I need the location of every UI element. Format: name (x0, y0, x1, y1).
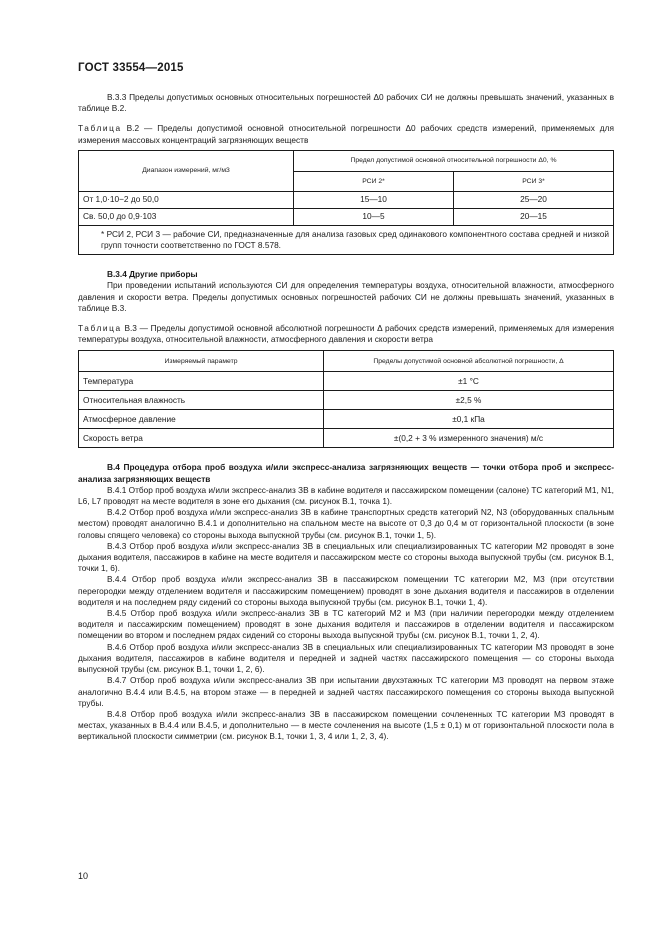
table-cell: 15—10 (294, 191, 454, 208)
table-b2 (78, 150, 614, 255)
paragraph-b43: В.4.3 Отбор проб воздуха и/или экспресс-анализ ЗВ в специальных или специализированных ТС категории М2 проводят в зоне дыхания водителя, пассажиров в кабине на месте водителя и пассажирском месте со стороны выхода выпускной трубы (см. рисунок В.1, точки 1, 6). (78, 540, 614, 574)
page-number: 10 (78, 871, 89, 881)
table-row (79, 410, 614, 429)
table-b3-caption-text: В.3 — Пределы допустимой основной абсолютной погрешности Δ рабочих средств измерений, применяемых для измерения температуры воздуха, относительной влажности, атмосферного давления и скорости ветра (78, 323, 614, 345)
paragraph-b45: В.4.5 Отбор проб воздуха и/или экспресс-анализ ЗВ в ТС категорий М2 и М3 (при наличии перегородки между отделением водителя и пассажирским помещением) проводят в зоне дыхания водителя и пассажиров в отделении водителя и пассажирском помещении во втором и последнем рядах сидений со стороны выхода выпускной трубы (см. рисунок В.1, точки 1, 2, 4). (78, 608, 614, 641)
table-cell: Св. 50,0 до 0,9·103 (79, 208, 294, 225)
table-cell: 25—20 (453, 191, 613, 208)
table-b2-footnote: * РСИ 2, РСИ 3 — рабочие СИ, предназначенные для анализа газовых сред одинакового компонентного состава средней и низкой групп точности соответственно по ГОСТ 8.578. (79, 225, 614, 254)
paragraph-b48: В.4.8 Отбор проб воздуха и/или экспресс-анализ ЗВ в пассажирском помещении сочлененных ТС категории М3 проводят в местах, указанных в В.4.4 или В.4.5, и дополнительно — в месте сочленения на высоте (1,5 ± 0,1) м от горизонтальной плоскости пола в вертикальной плоскости симметрии (см. рисунок В.1, точки 1, 3, 4 или 1, 2, 3, 4). (78, 708, 614, 742)
document-body (78, 92, 614, 743)
paragraph-b47: В.4.7 Отбор проб воздуха и/или экспресс-анализ ЗВ при испытании двухэтажных ТС категории М3 проводят на первом этаже аналогично В.4.4 или В.4.5, на втором этаже — в передней и задней частях пассажирского помещения со стороны выхода выпускной трубы. (78, 675, 614, 708)
table-cell: Температура (79, 372, 324, 391)
table-b3-caption (78, 323, 614, 345)
table-cell: ±1 °С (324, 372, 614, 391)
table-b2-caption-text: В.2 — Пределы допустимой основной относительной погрешности Δ0 рабочих средств измерений, применяемых для измерения массовых концентраций загрязняющих веществ (78, 123, 614, 145)
paragraph-b44: В.4.4 Отбор проб воздуха и/или экспресс-анализ ЗВ в пассажирском помещении ТС категории М2, М3 (при отсутствии перегородки между отделением водителя и пассажирским помещением) проводят в зоне дыхания водителя и пассажиров в отделении водителя и на последнем ряду сидений со стороны выхода выпускной трубы (см. рисунок В.1, точки 1, 4). (78, 574, 614, 607)
table-b3-label: Таблица (78, 323, 122, 334)
table-row (79, 429, 614, 448)
table-cell: ±(0,2 + 3 % измеренного значения) м/с (324, 429, 614, 448)
table-cell: От 1,0·10−2 до 50,0 (79, 191, 294, 208)
section-b4-heading: В.4 Процедура отбора проб воздуха и/или экспресс-анализа загрязняющих веществ — точки отбора проб и экспресс-анализа загрязняющих веществ (78, 462, 614, 484)
paragraph-b42: В.4.2 Отбор проб воздуха и/или экспресс-анализ ЗВ в кабине транспортных средств категорий N2, N3 (оборудованных спальным местом) проводят аналогично В.4.1 и дополнительно на спальном месте на высоте от 0,3 до 0,4 м от горизонтальной плоскости (в зоне головы спящего человека) со стороны выхода выпускной трубы (см. рисунок В.1, точки 1, 5). (78, 507, 614, 540)
table-cell: 20—15 (453, 208, 613, 225)
doc-number-header: ГОСТ 33554—2015 (78, 62, 184, 74)
table-b3-col-limit: Пределы допустимой основной абсолютной погрешности, Δ (324, 351, 614, 372)
table-cell: 10—5 (294, 208, 454, 225)
paragraph-b41: В.4.1 Отбор проб воздуха и/или экспресс-анализ ЗВ в кабине водителя и пассажирском помещении (салоне) ТС категорий М1, N1, L6, L7 проводят на месте водителя в зоне его дыхания (см. рисунок В.1, точка 1). (78, 484, 614, 507)
paragraph-b46: В.4.6 Отбор проб воздуха и/или экспресс-анализ ЗВ в специальных или специализированных ТС категории М3 проводят в зоне дыхания водителя, пассажиров в кабине водителя и передней и задней частях пассажирского помещения — со стороны выхода выпускной трубы (см. рисунок В.1, точки 1, 2, 6). (78, 641, 614, 675)
table-b2-col-limit: Предел допустимой основной относительной погрешности Δ0, % (294, 150, 614, 172)
table-b2-col-range: Диапазон измерений, мг/м3 (79, 150, 294, 191)
table-row (79, 191, 614, 208)
table-b2-col-rsi2: РСИ 2* (294, 172, 454, 191)
table-b2-caption (78, 123, 614, 145)
table-b2-col-rsi3: РСИ 3* (453, 172, 613, 191)
paragraph-b33: В.3.3 Пределы допустимых основных относительных погрешностей Δ0 рабочих СИ не должны превышать значений, указанных в таблице В.2. (78, 92, 614, 114)
table-cell: ±0,1 кПа (324, 410, 614, 429)
table-b3 (78, 350, 614, 448)
table-row (79, 372, 614, 391)
table-cell: Скорость ветра (79, 429, 324, 448)
table-b2-label: Таблица (78, 123, 122, 134)
table-cell: Относительная влажность (79, 391, 324, 410)
table-b3-col-param: Измеряемый параметр (79, 351, 324, 372)
table-cell: ±2,5 % (324, 391, 614, 410)
table-row (79, 391, 614, 410)
paragraph-b34: При проведении испытаний используются СИ для определения температуры воздуха, относительной влажности, атмосферного давления и скорости ветра. Пределы допустимых основных погрешностей рабочих СИ не должны превышать значений, указанных в таблице В.3. (78, 280, 614, 313)
table-cell: Атмосферное давление (79, 410, 324, 429)
section-b34-heading: В.3.4 Другие приборы (107, 269, 198, 280)
table-row (79, 208, 614, 225)
